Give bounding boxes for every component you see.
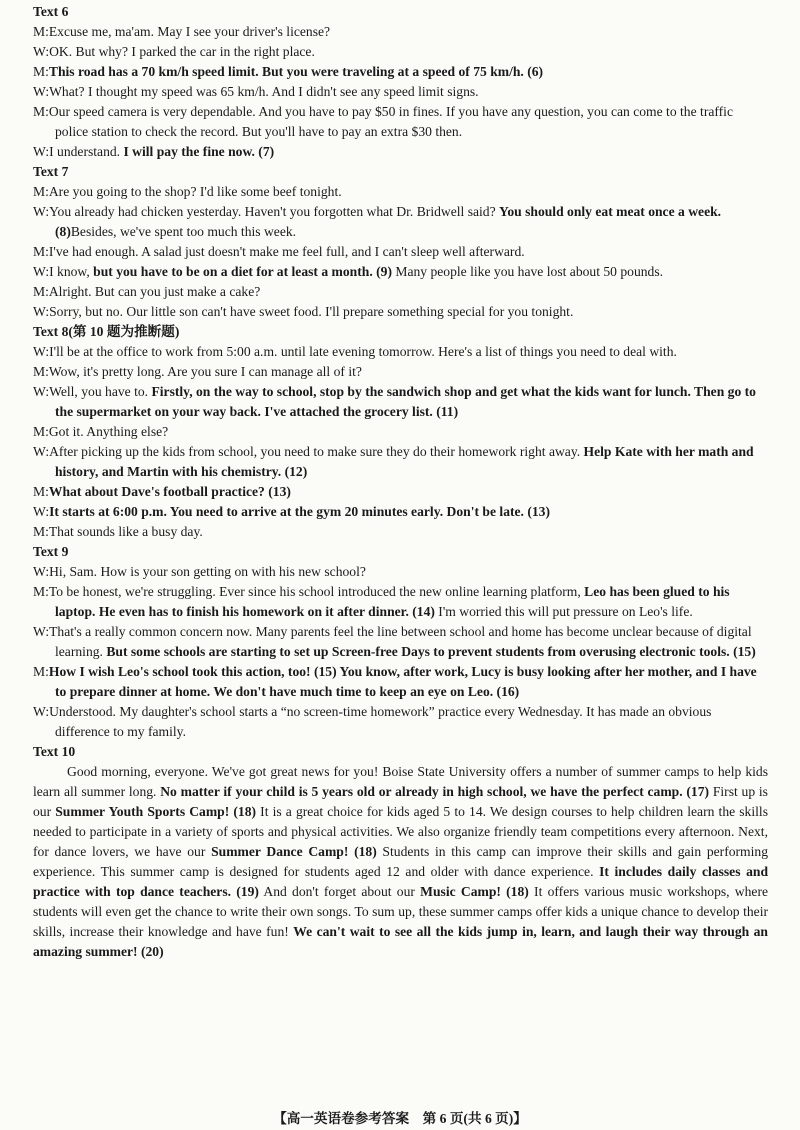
dialogue-line xyxy=(33,482,768,502)
dialogue-line xyxy=(33,522,768,542)
section-heading: Text 10 xyxy=(33,744,76,759)
section-heading: Text 6 xyxy=(33,4,69,19)
dialogue-line xyxy=(33,62,768,82)
transcript-text: Besides, we've spent too much this week. xyxy=(70,224,297,239)
transcript-text: W: xyxy=(33,504,50,519)
dialogue-line xyxy=(33,562,768,582)
transcript-text: M:Are you going to the shop? I'd like some beef tonight. xyxy=(33,184,342,199)
dialogue-line xyxy=(33,362,768,382)
transcript-text: W:Hi, Sam. How is your son getting on with his new school? xyxy=(33,564,366,579)
answer-highlight: but you have to be on a diet for at least a month. (9) xyxy=(93,264,392,279)
page-footer: 【高一英语卷参考答案 第 6 页(共 6 页)】 xyxy=(273,1111,527,1126)
transcript-text: W:I'll be at the office to work from 5:00 a.m. until late evening tomorrow. Here's a list of things you need to deal with. xyxy=(33,344,677,359)
dialogue-line xyxy=(33,262,768,282)
answer-highlight: Firstly, on the way to school, stop by the sandwich shop and get what the kids want for lunch. Then go to the supermarket on your way back. I've attached the grocery list. (11) xyxy=(55,384,756,419)
transcript-text: Many people like you have lost about 50 pounds. xyxy=(391,264,664,279)
transcript-text: W:I understand. xyxy=(33,144,124,159)
transcript-text: M: xyxy=(33,64,49,79)
dialogue-line xyxy=(33,42,768,62)
answer-highlight: This road has a 70 km/h speed limit. But you were traveling at a speed of 75 km/h. (6) xyxy=(48,64,544,79)
dialogue-line xyxy=(33,22,768,42)
transcript-text: M:To be honest, we're struggling. Ever since his school introduced the new online learning platform, xyxy=(33,584,585,599)
answer-highlight: Music Camp! (18) xyxy=(420,884,529,899)
transcript-text: M:Got it. Anything else? xyxy=(33,424,169,439)
transcript-text: I'm worried this will put pressure on Leo's life. xyxy=(434,604,693,619)
transcript-text: W:After picking up the kids from school, you need to make sure they do their homework right away. xyxy=(33,444,584,459)
transcript-text: W:I know, xyxy=(33,264,94,279)
dialogue-line xyxy=(33,242,768,262)
section-heading: Text 8(第 10 题为推断题) xyxy=(33,324,180,339)
dialogue-line xyxy=(33,342,768,362)
dialogue-line xyxy=(33,502,768,522)
transcript-text: M:Wow, it's pretty long. Are you sure I can manage all of it? xyxy=(33,364,362,379)
answer-highlight: Summer Dance Camp! (18) xyxy=(211,844,377,859)
dialogue-line xyxy=(33,202,768,242)
dialogue-line xyxy=(33,702,768,742)
dialogue-line xyxy=(33,102,768,142)
transcript-text: It is a great choice for kids aged 5 to 14. We design courses to help children learn the skills needed to participate in a variety of sports and physical activities. We also organize friendly team competitions every afternoon. Next, for dance lovers, we have our xyxy=(33,804,768,859)
answer-highlight: We can't wait to see all the kids jump in, learn, and laugh their way through an amazing summer! (20) xyxy=(33,924,768,959)
dialogue-line xyxy=(33,142,768,162)
transcript-text: W:That's a really common concern now. Many parents feel the line between school and home has become unclear because of digital learning. xyxy=(33,624,752,659)
dialogue-line xyxy=(33,422,768,442)
transcript-text: M:That sounds like a busy day. xyxy=(33,524,203,539)
section-heading: Text 7 xyxy=(33,164,69,179)
transcript-text: M:Our speed camera is very dependable. And you have to pay $50 in fines. If you have any question, you can come to the traffic police station to check the record. But you'll have to pay an extra $30 then. xyxy=(33,104,733,139)
transcript-text: M: xyxy=(33,664,49,679)
answer-highlight: What about Dave's football practice? (13) xyxy=(48,484,291,499)
answer-highlight: Summer Youth Sports Camp! (18) xyxy=(55,804,257,819)
transcript-text: It offers various music workshops, where students will even get the chance to write their own songs. To sum up, these summer camps offer kids a unique chance to develop their skills, increase their knowledge and have fun! xyxy=(33,884,769,939)
answer-highlight: It includes daily classes and practice with top dance teachers. (19) xyxy=(33,864,769,899)
transcript-text: W:You already had chicken yesterday. Haven't you forgotten what Dr. Bridwell said? xyxy=(33,204,500,219)
dialogue-line xyxy=(33,182,768,202)
dialogue-line xyxy=(33,442,768,482)
transcript-text: And don't forget about our xyxy=(258,884,421,899)
transcript-text: Students in this camp can improve their skills and gain performing experience. This summer camp is designed for students aged 12 and older with dance experience. xyxy=(33,844,768,879)
section-heading: Text 9 xyxy=(33,544,69,559)
monologue-paragraph xyxy=(33,762,768,962)
transcript-text: First up is our xyxy=(33,784,768,819)
dialogue-line xyxy=(33,662,768,702)
transcript-text: Good morning, everyone. We've got great news for you! Boise State University offers a number of summer camps to help kids learn all summer long. xyxy=(33,764,768,799)
dialogue-line xyxy=(33,82,768,102)
transcript-text: W:OK. But why? I parked the car in the right place. xyxy=(33,44,315,59)
dialogue-line xyxy=(33,302,768,322)
transcript-text: W:Understood. My daughter's school starts a “no screen-time homework” practice every Wednesday. It has made an obvious difference to my family. xyxy=(33,704,712,739)
dialogue-line xyxy=(33,282,768,302)
answer-highlight: I will pay the fine now. (7) xyxy=(123,144,275,159)
answer-highlight: Help Kate with her math and history, and Martin with his chemistry. (12) xyxy=(55,444,754,479)
answer-highlight: Leo has been glued to his laptop. He even has to finish his homework on it after dinner. (14) xyxy=(55,584,730,619)
transcript-text: M:Alright. But can you just make a cake? xyxy=(33,284,261,299)
answer-highlight: No matter if your child is 5 years old or already in high school, we have the perfect camp. (17) xyxy=(160,784,710,799)
transcript-text: W:Well, you have to. xyxy=(33,384,152,399)
transcript-text: W:Sorry, but no. Our little son can't have sweet food. I'll prepare something special for you tonight. xyxy=(33,304,574,319)
answer-highlight: But some schools are starting to set up Screen-free Days to prevent students from overusing electronic tools. (15) xyxy=(106,644,756,659)
transcript-text: M: xyxy=(33,484,49,499)
answer-highlight: It starts at 6:00 p.m. You need to arrive at the gym 20 minutes early. Don't be late. (13) xyxy=(49,504,550,519)
transcript-text: W:What? I thought my speed was 65 km/h. And I didn't see any speed limit signs. xyxy=(33,84,479,99)
transcript-text: M:Excuse me, ma'am. May I see your driver's license? xyxy=(33,24,331,39)
answer-highlight: You should only eat meat once a week. (8) xyxy=(55,204,722,239)
answer-highlight: How I wish Leo's school took this action, too! (15) You know, after work, Lucy is busy looking after her mother, and I have to prepare dinner at home. We don't have much time to keep an eye on Leo. (16) xyxy=(48,664,757,699)
dialogue-line xyxy=(33,582,768,622)
transcript-content xyxy=(33,2,768,962)
transcript-text: M:I've had enough. A salad just doesn't make me feel full, and I can't sleep well afterward. xyxy=(33,244,525,259)
dialogue-line xyxy=(33,622,768,662)
dialogue-line xyxy=(33,382,768,422)
